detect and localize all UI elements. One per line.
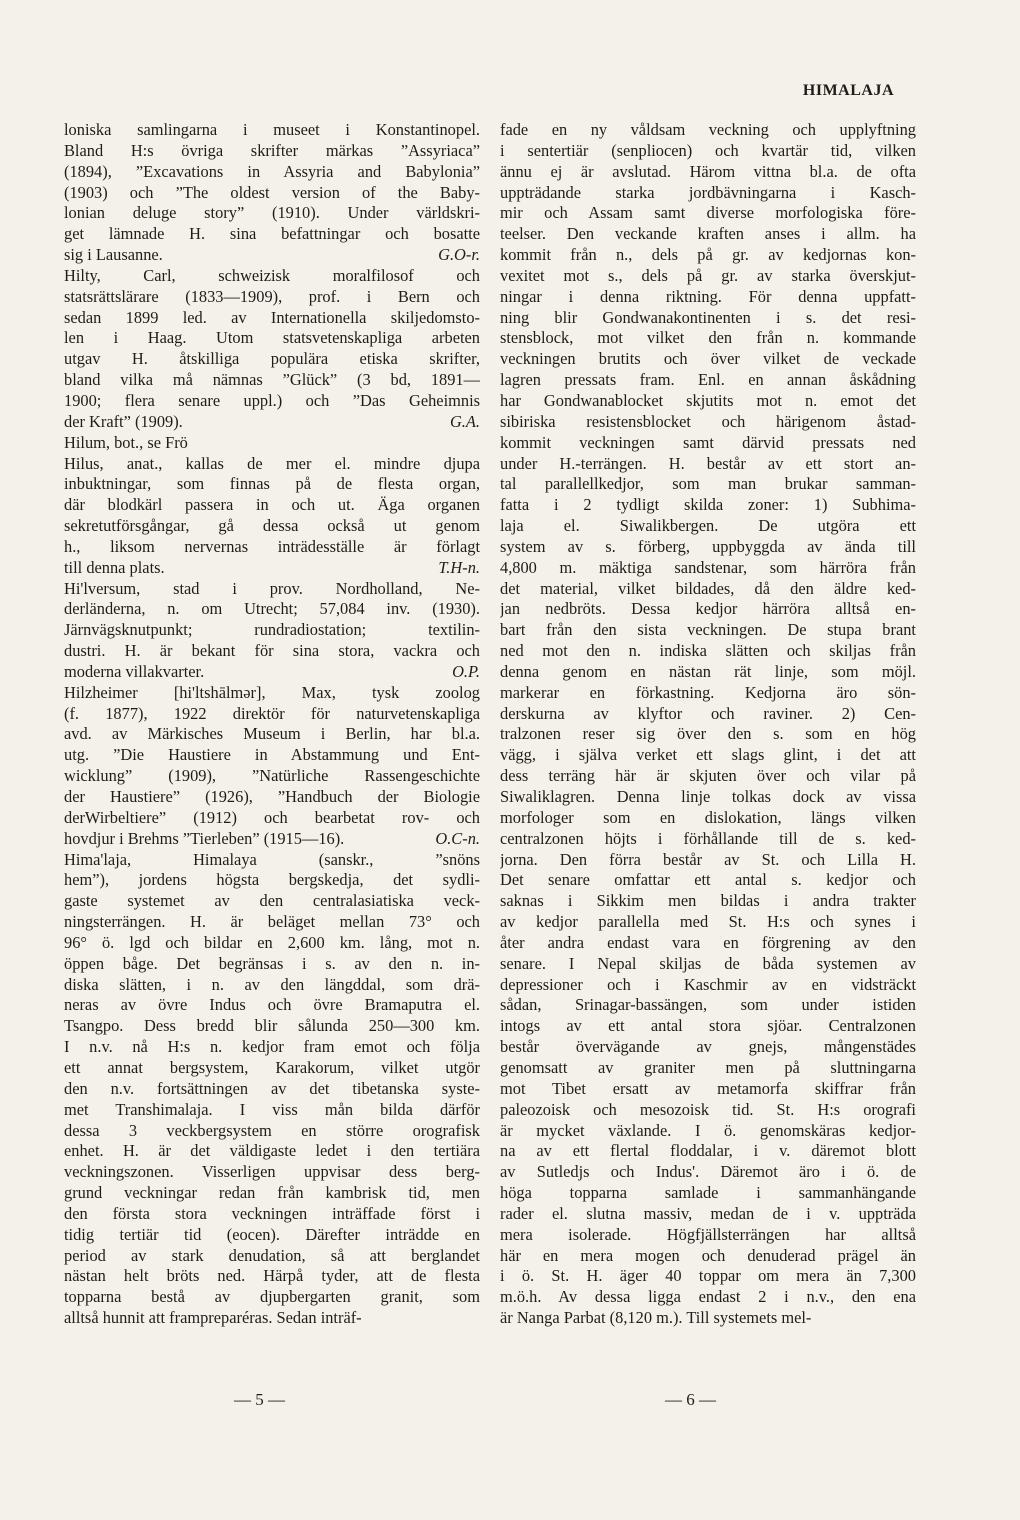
text-line: sådan, Srinagar-bassängen, som under istiden: [500, 995, 916, 1015]
text-line: inbuktningar, som finnas på de flesta organ,: [64, 474, 480, 494]
author-signature: G.O-r.: [438, 245, 480, 265]
text-line: Järnvägsknutpunkt; rundradiostation; textilin-: [64, 620, 480, 640]
text-line: jan nedbröts. Dessa kedjor härröra alltså en-: [500, 599, 916, 619]
text-line: fatta i 2 tydligt skilda zoner: 1) Subhima-: [500, 495, 916, 515]
text-line: der Haustiere” (1926), ”Handbuch der Biologie: [64, 787, 480, 806]
text-line: utgav H. åtskilliga populära etiska skrifter,: [64, 349, 480, 369]
text-line: Tsangpo. Dess bredd blir sålunda 250—300 km.: [64, 1016, 480, 1036]
text-line: kommit från n., dels på gr. av kedjornas kon-: [500, 245, 916, 265]
text-line: rader el. slutna massiv, medan de i v. uppträda: [500, 1203, 916, 1223]
text-line: teelser. Den veckande kraften anses i allm. ha: [500, 224, 916, 244]
text-line: na av ett flertal floddalar, i v. däremot blott: [500, 1141, 916, 1161]
text-line: i ö. St. H. äger 40 toppar om mera än 7,300: [500, 1266, 916, 1286]
text-line: veckningen brutits och över vilket de veckade: [500, 349, 916, 369]
text-line: tidig tertiär tid (eocen). Därefter inträdde en: [64, 1224, 480, 1244]
text-line: Hilty, Carl, schweizisk moralfilosof och: [64, 265, 480, 285]
text-line: I n.v. nå H:s n. kedjor fram emot och följa: [64, 1037, 480, 1057]
text-line: veckningszonen. Visserligen uppvisar dess berg-: [64, 1162, 480, 1182]
text-line: tal parallellkedjor, som man brukar samman-: [500, 474, 916, 494]
text-line: stensblock, mot vilket den från n. kommande: [500, 328, 916, 348]
text-line: hovdjur i Brehms ”Tierleben” (1915—16). O.C-n.: [64, 828, 480, 848]
text-line: wicklung” (1909), ”Natürliche Rassengeschichte: [64, 766, 480, 786]
text-line: senare. I Nepal skiljas de båda systemen av: [500, 953, 916, 973]
right-column: [500, 120, 916, 1329]
text-line: derskurna av klyftor och raviner. 2) Cen-: [500, 703, 916, 723]
text-line: saknas i Sikkim men bildas i andra trakter: [500, 891, 916, 911]
text-line: gaste systemet av den centralasiatiska veck-: [64, 891, 480, 911]
text-line: depressioner och i Kaschmir av en vidsträckt: [500, 974, 916, 994]
text-line: dess terräng här är skjuten över och vilar på: [500, 766, 916, 786]
text-line: m.ö.h. Av dessa ligga endast 2 i n.v., den ena: [500, 1287, 916, 1307]
text-line: topparna bestå av djupbergarten granit, som: [64, 1287, 480, 1307]
text-line: laja el. Siwalikbergen. De utgöra ett: [500, 516, 916, 536]
text-line: neras av övre Indus och övre Bramaputra el.: [64, 995, 480, 1015]
text-line: ned mot den n. indiska slätten och skiljas från: [500, 641, 916, 661]
text-line: till denna plats. T.H-n.: [64, 557, 480, 577]
text-line: Det senare omfattar ett antal s. kedjor och: [500, 870, 916, 890]
text-line: centralzonen höjts i förhållande till de s. ked-: [500, 828, 916, 848]
text-line: Bland H:s övriga skrifter märkas ”Assyriaca”: [64, 140, 480, 160]
running-head: HIMALAJA: [802, 82, 894, 99]
text-line: lagren pressats fram. Enl. en annan åskådning: [500, 370, 916, 390]
author-signature: O.C-n.: [435, 828, 480, 848]
text-line: system av s. förberg, uppbyggda av ända till: [500, 536, 916, 556]
text-line: sekretutförsgångar, gå dessa också ut genom: [64, 516, 480, 536]
text-line: kommit veckningen samt därvid pressats ned: [500, 432, 916, 452]
text-line: där blodkärl passera in och ut. Äga organen: [64, 495, 480, 515]
text-line: loniska samlingarna i museet i Konstantinopel.: [64, 120, 480, 139]
text-line: ännu ej är avslutad. Härom vittna bl.a. de ofta: [500, 161, 916, 181]
text-line: tralzonen reser sig över den s. som en hög: [500, 724, 916, 744]
text-line: morfologer som en dislokation, längs vilken: [500, 807, 916, 827]
text-line: Siwaliklagren. Denna linje tolkas dock av vissa: [500, 787, 916, 806]
text-line: markerar en förkastning. Kedjorna äro sön-: [500, 682, 916, 702]
text-line: mot Tibet ersatt av metamorfa skiffrar från: [500, 1078, 916, 1098]
text-line: dessa 3 veckbergsystem en större orografisk: [64, 1120, 480, 1140]
text-line: Hilum, bot., se Frö: [64, 432, 188, 452]
text-line: nästan helt bröts ned. Härpå tyder, att de flesta: [64, 1266, 480, 1286]
text-line: uppträdande starka jordbävningarna i Kasch-: [500, 182, 916, 202]
text-line: 1900; flera senare uppl.) och ”Das Geheimnis: [64, 390, 480, 410]
text-line: denna genom en nästan rät linje, som möjl.: [500, 661, 916, 681]
text-line: ningar i denna riktning. För denna uppfatt-: [500, 286, 916, 306]
text-line: här en mera mogen och denuderad prägel än: [500, 1245, 916, 1265]
text-line: ning blir Gondwanakontinenten i s. det resi-: [500, 307, 916, 327]
text-line: av kedjor parallella med St. H:s och synes i: [500, 912, 916, 932]
text-line: lonian deluge story” (1910). Under världskri-: [64, 203, 480, 223]
text-line: har Gondwanablocket skjutits mot n. emot det: [500, 390, 916, 410]
text-line: mera isolerade. Högfjällsterrängen har alltså: [500, 1224, 916, 1244]
text-line: Hima'laja, Himalaya (sanskr., ”snöns: [64, 849, 480, 869]
text-line: 96° ö. lgd och bildar en 2,600 km. lång, mot n.: [64, 932, 480, 952]
text-line: utg. ”Die Haustiere in Abstammung und Ent-: [64, 745, 480, 765]
text-line: jorna. Den förra består av St. och Lilla H.: [500, 849, 916, 869]
text-line: är mycket växlande. I ö. genomskäras kedjor-: [500, 1120, 916, 1140]
text-line: get lämnade H. sina befattningar och bosatte: [64, 224, 480, 244]
text-line: under H.-terrängen. H. består av ett stort an-: [500, 453, 916, 473]
text-line: derWirbeltiere” (1912) och bearbetat rov- och: [64, 807, 480, 827]
author-signature: O.P.: [452, 661, 480, 681]
page-number-left: — 5 —: [234, 1390, 285, 1409]
text-line: höga topparna samlade i sammanhängande: [500, 1183, 916, 1203]
text-line: (f. 1877), 1922 direktör för naturvetenskapliga: [64, 703, 480, 723]
text-line: genomsatt av graniter men på sluttningarna: [500, 1057, 916, 1077]
text-line: moderna villakvarter. O.P.: [64, 661, 480, 681]
text-line: är Nanga Parbat (8,120 m.). Till systemets mel-: [500, 1308, 812, 1328]
text-line: dustri. H. är bekant för sina stora, vackra och: [64, 641, 480, 661]
text-line: vexitet mot s., dels på gr. av starka överskjut-: [500, 265, 916, 285]
text-line: paleozoisk och mesozoisk tid. St. H:s orografi: [500, 1099, 916, 1119]
text-line: Hilus, anat., kallas de mer el. mindre djupa: [64, 453, 480, 473]
text-line: (1894), ”Excavations in Assyria and Babylonia”: [64, 161, 480, 181]
left-column: [64, 120, 480, 1329]
text-line: består övervägande av gnejs, mångenstädes: [500, 1037, 916, 1057]
text-line: der Kraft” (1909). G.A.: [64, 411, 480, 431]
text-line: åter andra endast vara en förgrening av den: [500, 932, 916, 952]
author-signature: G.A.: [449, 411, 480, 431]
text-line: ett annat bergsystem, Karakorum, vilket utgör: [64, 1057, 480, 1077]
text-line: (1903) och ”The oldest version of the Baby-: [64, 182, 480, 202]
text-line: period av stark denudation, så att berglandet: [64, 1245, 480, 1265]
text-line: den n.v. fortsättningen av det tibetanska syste-: [64, 1078, 480, 1098]
text-line: Hi'lversum, stad i prov. Nordholland, Ne-: [64, 578, 480, 598]
text-line: mir och Assam samt diverse morfologiska före-: [500, 203, 916, 223]
text-line: grund veckningar redan från kambrisk tid, men: [64, 1183, 480, 1203]
text-line: sedan 1899 led. av Internationella skiljedomsto-: [64, 307, 480, 327]
author-signature: T.H-n.: [438, 557, 480, 577]
text-line: diska slätten, i n. av den längddal, som drä-: [64, 974, 480, 994]
text-line: 4,800 m. mäktiga sandstenar, som härröra från: [500, 557, 916, 577]
text-line: bart från den sista veckningen. De stupa brant: [500, 620, 916, 640]
text-line: intogs av ett antal stora sjöar. Centralzonen: [500, 1016, 916, 1036]
text-line: alltså hunnit att frampreparéras. Sedan inträf-: [64, 1308, 362, 1328]
text-line: bland vilka må nämnas ”Glück” (3 bd, 1891—: [64, 370, 480, 390]
text-line: h., liksom nervernas inträdesställe är förlagt: [64, 536, 480, 556]
text-line: Hilzheimer [hi'ltshālmər], Max, tysk zoolog: [64, 682, 480, 702]
text-line: det material, vilket bildades, då den äldre ked-: [500, 578, 916, 598]
page-number-right: — 6 —: [665, 1390, 716, 1409]
text-line: sibiriska resistensblocket och härigenom åstad-: [500, 411, 916, 431]
text-line: hem”), jordens högsta bergskedja, det sydli-: [64, 870, 480, 890]
text-line: avd. av Märkisches Museum i Berlin, har bl.a.: [64, 724, 480, 744]
text-line: len i Haag. Utom statsvetenskapliga arbeten: [64, 328, 480, 348]
text-line: den första stora veckningen inträffade först i: [64, 1203, 480, 1223]
text-line: fade en ny våldsam veckning och upplyftning: [500, 120, 916, 139]
text-line: sig i Lausanne. G.O-r.: [64, 245, 480, 265]
text-line: vägg, i själva verket ett slags glint, i det att: [500, 745, 916, 765]
text-line: öppen båge. Det begränsas i s. av den n. in-: [64, 953, 480, 973]
text-line: av Sutledjs och Indus'. Däremot äro i ö. de: [500, 1162, 916, 1182]
text-line: i sentertiär (senpliocen) och kvartär tid, vilken: [500, 140, 916, 160]
text-line: derländerna, n. om Utrecht; 57,084 inv. (1930).: [64, 599, 480, 619]
text-line: enhet. H. är det väldigaste ledet i den tertiära: [64, 1141, 480, 1161]
text-line: met Transhimalaja. I viss mån bilda därför: [64, 1099, 480, 1119]
text-line: ningsterrängen. H. är beläget mellan 73° och: [64, 912, 480, 932]
text-line: statsrättslärare (1833—1909), prof. i Bern och: [64, 286, 480, 306]
